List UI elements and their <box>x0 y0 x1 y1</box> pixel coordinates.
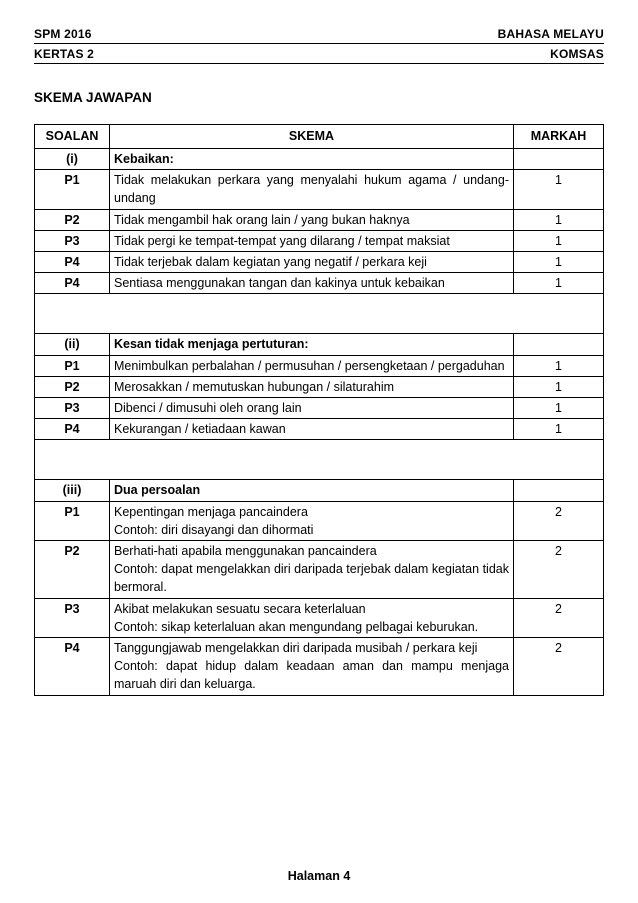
table-row <box>35 252 604 273</box>
section-heading-row <box>35 480 604 501</box>
section-mark-empty <box>514 334 604 355</box>
component-name: KOMSAS <box>550 47 604 61</box>
section-heading-row <box>35 334 604 355</box>
scheme-cell <box>110 209 514 230</box>
point-label: P2 <box>35 376 110 397</box>
spacer-cell <box>35 294 604 334</box>
scheme-cell <box>110 501 514 540</box>
mark-value: 2 <box>514 501 604 540</box>
mark-value: 1 <box>514 230 604 251</box>
scheme-cell <box>110 419 514 440</box>
point-label: P1 <box>35 170 110 209</box>
point-label: P2 <box>35 541 110 599</box>
mark-value: 1 <box>514 419 604 440</box>
point-label: P3 <box>35 230 110 251</box>
section-heading-row <box>35 149 604 170</box>
scheme-cell <box>110 355 514 376</box>
mark-value: 1 <box>514 170 604 209</box>
spacer-cell <box>35 440 604 480</box>
scheme-cell <box>110 541 514 599</box>
column-header-skema: SKEMA <box>110 125 514 149</box>
table-header-row <box>35 125 604 149</box>
scheme-text: Berhati-hati apabila menggunakan pancaindera <box>114 544 377 559</box>
scheme-text: Tidak melakukan perkara yang menyalahi hukum agama / undang-undang <box>114 173 509 206</box>
section-mark-empty <box>514 149 604 170</box>
table-row <box>35 638 604 696</box>
table-row <box>35 209 604 230</box>
point-label: P4 <box>35 638 110 696</box>
mark-value: 1 <box>514 355 604 376</box>
section-heading: Dua persoalan <box>110 480 514 501</box>
table-row <box>35 501 604 540</box>
table-row <box>35 398 604 419</box>
point-label: P3 <box>35 598 110 637</box>
table-row <box>35 273 604 294</box>
scheme-example: Contoh: diri disayangi dan dihormati <box>114 522 314 537</box>
mark-value: 2 <box>514 541 604 599</box>
point-label: P1 <box>35 355 110 376</box>
mark-value: 1 <box>514 398 604 419</box>
page-title: SKEMA JAWAPAN <box>34 90 152 105</box>
section-heading: Kesan tidak menjaga pertuturan: <box>110 334 514 355</box>
section-spacer-row <box>35 294 604 334</box>
point-label: P4 <box>35 419 110 440</box>
scheme-cell <box>110 252 514 273</box>
scheme-text: Dibenci / dimusuhi oleh orang lain <box>114 401 302 416</box>
scheme-text: Kepentingan menjaga pancaindera <box>114 504 308 519</box>
answer-scheme-table <box>34 124 604 696</box>
mark-value: 1 <box>514 252 604 273</box>
mark-value: 1 <box>514 209 604 230</box>
mark-value: 1 <box>514 376 604 397</box>
scheme-cell <box>110 638 514 696</box>
subject-name: BAHASA MELAYU <box>497 27 604 41</box>
point-label: P1 <box>35 501 110 540</box>
mark-value: 2 <box>514 598 604 637</box>
table-body <box>35 149 604 696</box>
page-number: Halaman 4 <box>287 869 351 883</box>
mark-value: 1 <box>514 273 604 294</box>
scheme-text: Merosakkan / memutuskan hubungan / silaturahim <box>114 379 395 394</box>
scheme-text: Akibat melakukan sesuatu secara keterlaluan <box>114 601 366 616</box>
scheme-example: Contoh: dapat hidup dalam keadaan aman dan mampu menjaga maruah diri dan keluarga. <box>114 659 509 692</box>
column-header-soalan: SOALAN <box>35 125 110 149</box>
scheme-text: Kekurangan / ketiadaan kawan <box>114 422 286 437</box>
table-row <box>35 419 604 440</box>
section-label: (i) <box>35 149 110 170</box>
scheme-cell <box>110 598 514 637</box>
table-row <box>35 230 604 251</box>
section-heading: Kebaikan: <box>110 149 514 170</box>
table-row <box>35 170 604 209</box>
scheme-cell <box>110 398 514 419</box>
scheme-text: Tidak mengambil hak orang lain / yang bukan haknya <box>114 212 410 227</box>
section-spacer-row <box>35 440 604 480</box>
scheme-text: Menimbulkan perbalahan / permusuhan / persengketaan / pergaduhan <box>114 358 505 373</box>
section-label: (ii) <box>35 334 110 355</box>
scheme-example: Contoh: sikap keterlaluan akan mengundang pelbagai keburukan. <box>114 619 479 634</box>
scheme-cell <box>110 170 514 209</box>
scheme-cell <box>110 273 514 294</box>
header-bottom <box>34 47 604 64</box>
paper-name: KERTAS 2 <box>34 47 95 61</box>
column-header-markah: MARKAH <box>514 125 604 149</box>
point-label: P2 <box>35 209 110 230</box>
exam-name: SPM 2016 <box>34 27 92 41</box>
section-label: (iii) <box>35 480 110 501</box>
scheme-text: Tidak terjebak dalam kegiatan yang negatif / perkara keji <box>114 255 427 270</box>
scheme-text: Tanggungjawab mengelakkan diri daripada musibah / perkara keji <box>114 641 478 656</box>
table-row <box>35 541 604 599</box>
mark-value: 2 <box>514 638 604 696</box>
section-mark-empty <box>514 480 604 501</box>
scheme-text: Sentiasa menggunakan tangan dan kakinya untuk kebaikan <box>114 276 445 291</box>
header-top <box>34 27 604 44</box>
scheme-example: Contoh: dapat mengelakkan diri daripada terjebak dalam kegiatan tidak bermoral. <box>114 562 509 595</box>
scheme-cell <box>110 230 514 251</box>
point-label: P3 <box>35 398 110 419</box>
scheme-cell <box>110 376 514 397</box>
table-row <box>35 376 604 397</box>
table-row <box>35 355 604 376</box>
scheme-text: Tidak pergi ke tempat-tempat yang dilarang / tempat maksiat <box>114 233 450 248</box>
point-label: P4 <box>35 273 110 294</box>
point-label: P4 <box>35 252 110 273</box>
table-row <box>35 598 604 637</box>
